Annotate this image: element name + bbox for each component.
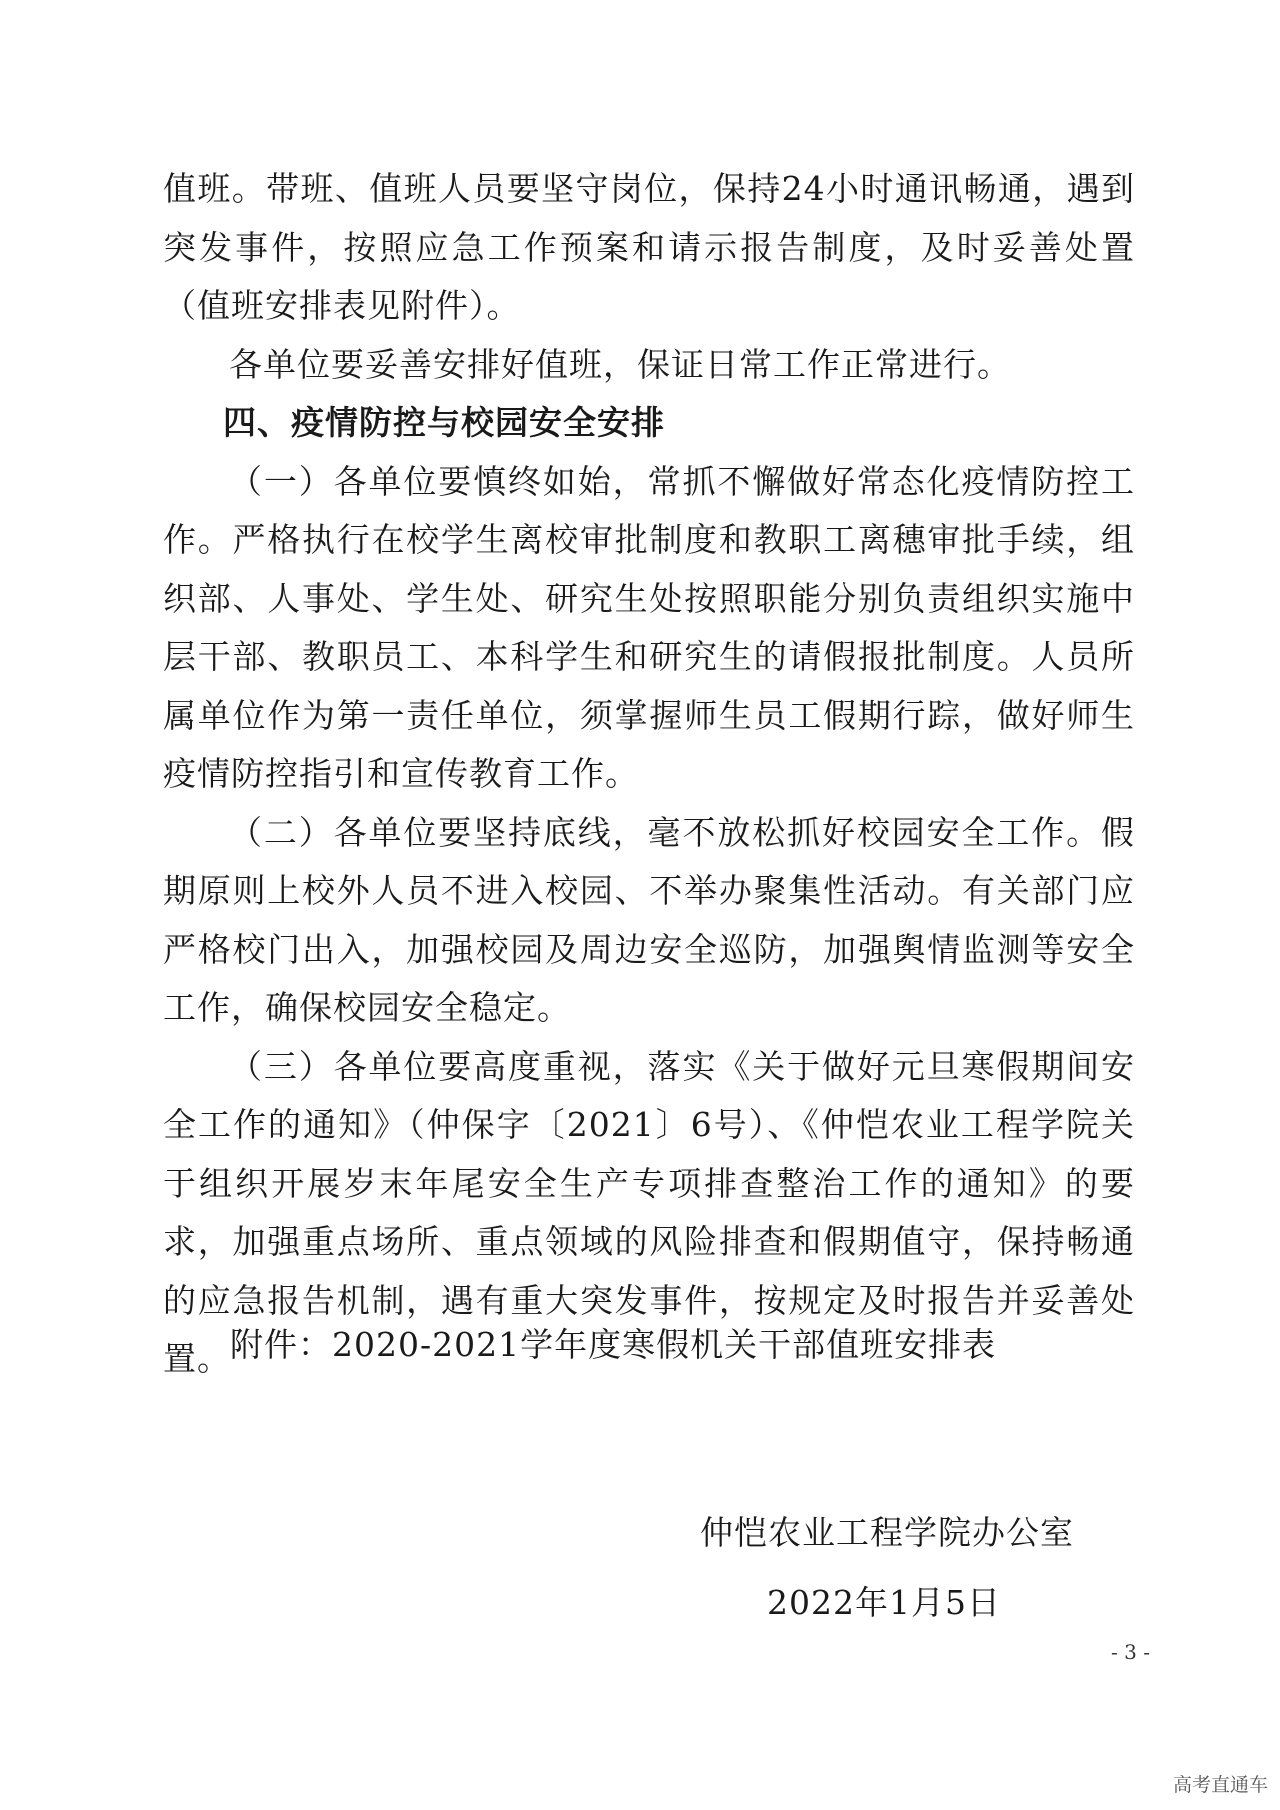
paragraph-duty-arrangement: 各单位要妥善安排好值班，保证日常工作正常进行。: [229, 344, 1011, 384]
paragraph-epidemic-prevention: （一）各单位要慎终如始，常抓不懈做好常态化疫情防控工作。严格执行在校学生离校审批制度和教职工离穗审批手续，组织部、人事处、学生处、研究生处按照职能分别负责组织实施中层干部、教职员工、本科学生和研究生的请假报批制度。人员所属单位作为第一责任单位，须掌握师生员工假期行踪，做好师生疫情防控指引和宣传教育工作。: [163, 461, 1135, 793]
signature-block: [700, 1504, 1120, 1632]
section-heading: 四、疫情防控与校园安全安排: [223, 403, 665, 442]
watermark-text: 高考直通车: [1172, 1774, 1268, 1796]
paragraph-duty-continuation: 值班。带班、值班人员要坚守岗位，保持24小时通讯畅通，遇到突发事件，按照应急工作预案和请示报告制度，及时妥善处置（值班安排表见附件）。: [163, 169, 1135, 325]
paragraph-campus-safety: （二）各单位要坚持底线，毫不放松抓好校园安全工作。假期原则上校外人员不进入校园、不举办聚集性活动。有关部门应严格校门出入，加强校园及周边安全巡防，加强舆情监测等安全工作，确保校园安全稳定。: [163, 812, 1135, 1027]
signature-date: 2022年1月5日: [767, 1583, 1001, 1622]
attachment-line: 附件：2020-2021学年度寒假机关干部值班安排表: [230, 1325, 997, 1364]
paragraph-safety-notices: （三）各单位要高度重视，落实《关于做好元旦寒假期间安全工作的通知》（仲保字〔2021〕6号）、《仲恺农业工程学院关于组织开展岁末年尾安全生产专项排查整治工作的通知》的要求，加强重点场所、重点领域的风险排查和假期值守，保持畅通的应急报告机制，遇有重大突发事件，按规定及时报告并妥善处置。: [163, 1046, 1135, 1378]
document-body: [163, 160, 1135, 1389]
signature-organization: 仲恺农业工程学院办公室: [700, 1513, 1074, 1552]
page-number: - 3 -: [1111, 1640, 1150, 1664]
